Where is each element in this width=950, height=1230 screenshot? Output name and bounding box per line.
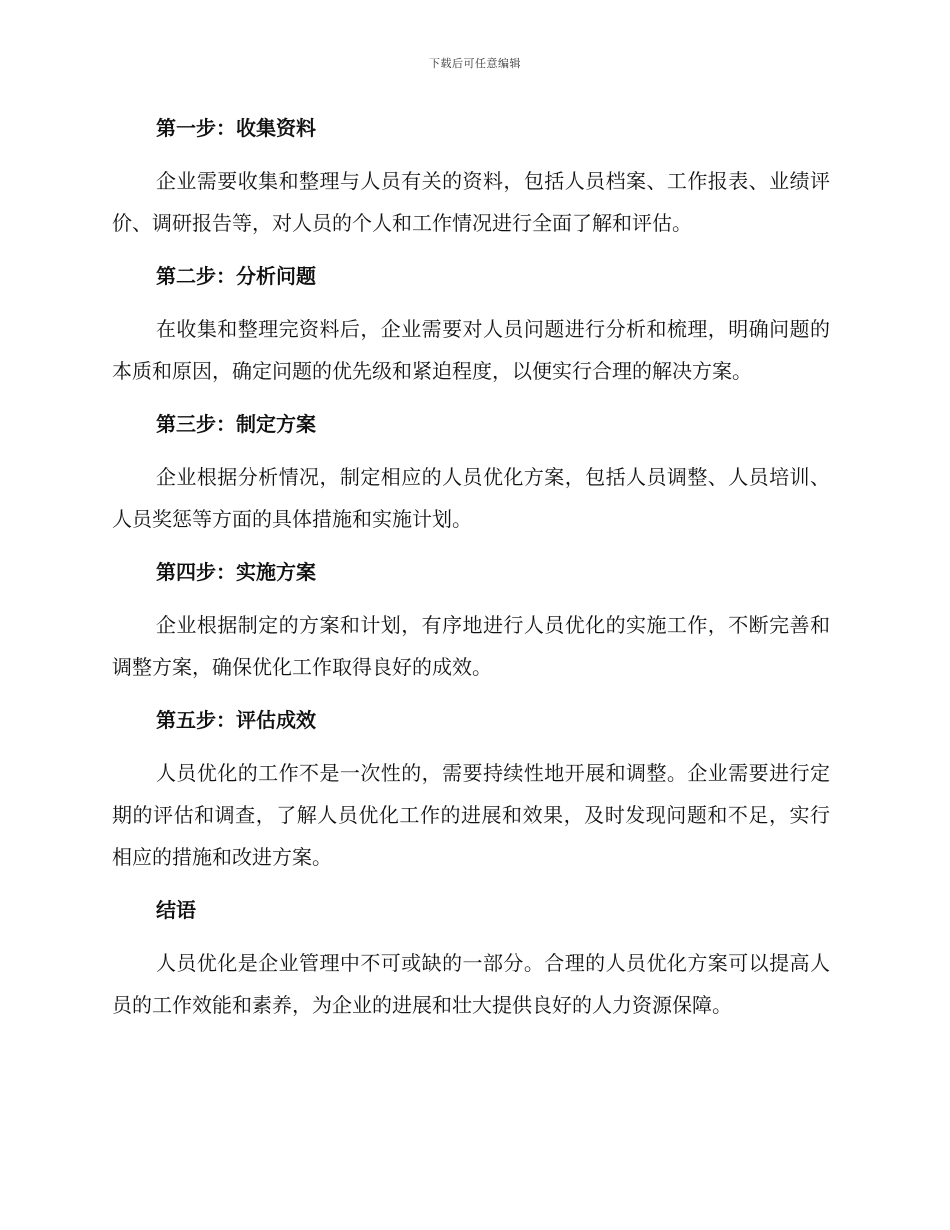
header-note: 下载后可任意编辑 [429, 57, 521, 70]
section-heading-step1: 第一步：收集资料 [156, 116, 316, 140]
section-body-step1: 企业需要收集和整理与人员有关的资料，包括人员档案、工作报表、业绩评价、调研报告等，对人员的个人和工作情况进行全面了解和评估。 [112, 169, 830, 235]
section-heading-step5: 第五步：评估成效 [156, 708, 316, 732]
section-body-step3: 企业根据分析情况，制定相应的人员优化方案，包括人员调整、人员培训、人员奖惩等方面的具体措施和实施计划。 [112, 465, 830, 531]
section-body-conclusion: 人员优化是企业管理中不可或缺的一部分。合理的人员优化方案可以提高人员的工作效能和素养，为企业的进展和壮大提供良好的人力资源保障。 [112, 951, 830, 1017]
section-heading-step3: 第三步：制定方案 [156, 412, 316, 436]
section-body-step2: 在收集和整理完资料后，企业需要对人员问题进行分析和梳理，明确问题的本质和原因，确定问题的优先级和紧迫程度，以便实行合理的解决方案。 [112, 317, 830, 383]
document-body [112, 108, 830, 1038]
section-body-step4: 企业根据制定的方案和计划，有序地进行人员优化的实施工作，不断完善和调整方案，确保优化工作取得良好的成效。 [112, 613, 830, 679]
section-heading-conclusion: 结语 [156, 898, 196, 922]
section-body-step5: 人员优化的工作不是一次性的，需要持续性地开展和调整。企业需要进行定期的评估和调查，了解人员优化工作的进展和效果，及时发现问题和不足，实行相应的措施和改进方案。 [112, 761, 830, 869]
section-heading-step4: 第四步：实施方案 [156, 560, 316, 584]
section-heading-step2: 第二步：分析问题 [156, 264, 316, 288]
